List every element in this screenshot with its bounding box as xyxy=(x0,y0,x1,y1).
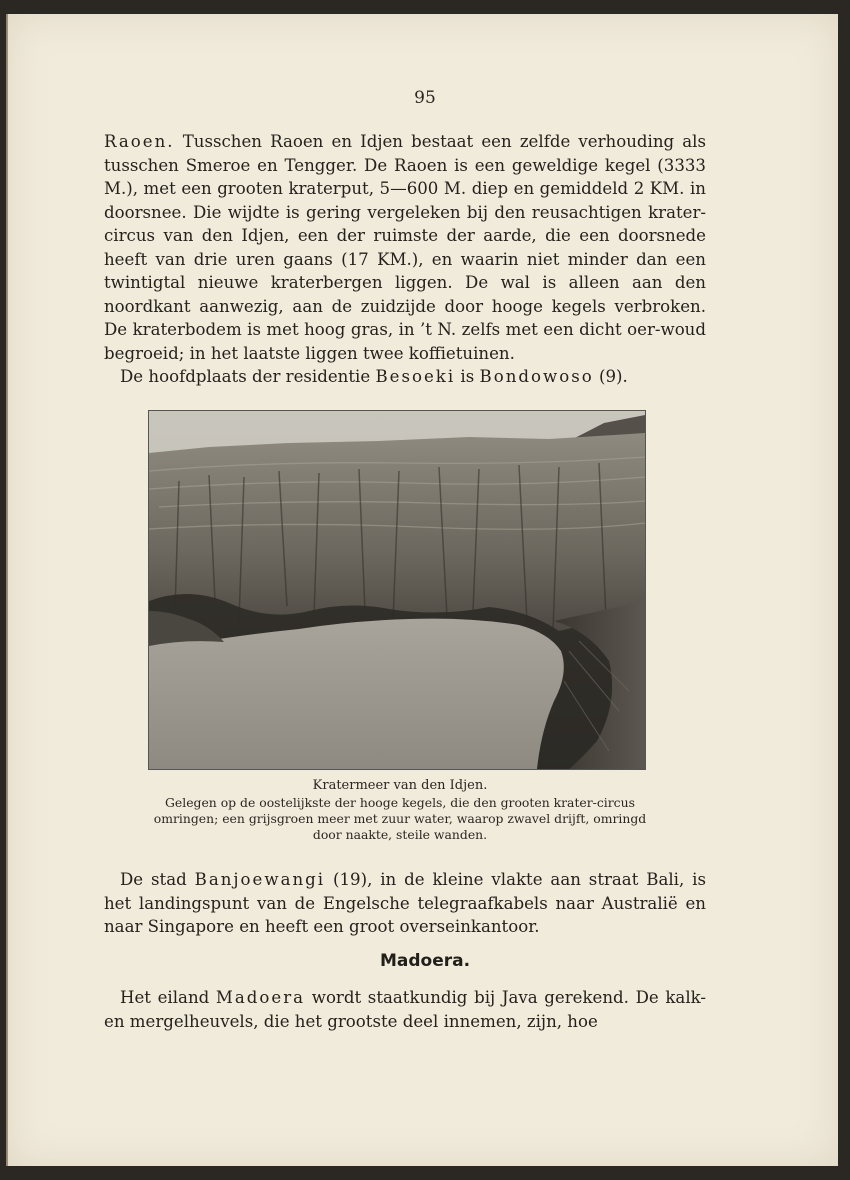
figure-caption-text: Gelegen op de oostelijkste der hooge kegels, die den grooten krater-circus omringen; een grijsgroen meer met zuur water, waarop zwavel drijft, omringd door naakte, steile wanden. xyxy=(153,795,647,842)
hoofdplaats-suffix: (9). xyxy=(593,367,628,386)
crater-lake-illustration xyxy=(149,411,645,769)
raoen-spaced-word: Raoen. xyxy=(104,132,175,151)
place-bondowoso: Bondowoso xyxy=(479,367,594,386)
hoofdplaats-middle: is xyxy=(455,367,480,386)
madoera-prefix: Het eiland xyxy=(120,988,216,1007)
page-number: 95 xyxy=(414,88,436,108)
banjoewangi-prefix: De stad xyxy=(120,870,195,889)
paragraph-hoofdplaats xyxy=(104,365,706,389)
place-madoera: Madoera xyxy=(215,988,306,1007)
crater-lake-photo xyxy=(148,410,646,770)
banjoewangi-text: (19), in de kleine vlakte aan straat Bali, is het landingspunt van de Engelsche telegraafkabels naar Australië en naar Singapore en heeft een groot overseinkantoor. xyxy=(104,870,706,936)
madoera-text: wordt staatkundig bij Java gerekend. De kalk- en mergelheuvels, die het grootste deel innemen, zijn, hoe xyxy=(104,988,707,1031)
paragraph-raoen-idjen xyxy=(104,130,706,389)
paragraph-raoen-text: Tusschen Raoen en Idjen bestaat een zelfde verhouding als tusschen Smeroe en Tengger. De Raoen is een geweldige kegel (3333 M.), met een grooten kraterput, 5—600 M. diep en gemiddeld 2 KM. in doorsnee. Die wijdte is gering vergeleken bij den reusachtigen krater-circus van den Idjen, een der ruimste der aarde, die een doorsnede heeft van drie uren gaans (17 KM.), en waarin niet minder dan een twintigtal nieuwe kraterbergen liggen. De wal is alleen aan den noordkant aanwezig, aan de zuidzijde door hooge kegels verbroken. De kraterbodem is met hoog gras, in ’t N. zelfs met een dicht oer-woud begroeid; in het laatste liggen twee koffietuinen. xyxy=(104,132,706,363)
place-besoeki: Besoeki xyxy=(375,367,456,386)
hoofdplaats-prefix: De hoofdplaats der residentie xyxy=(120,367,376,386)
section-heading-madoera: Madoera. xyxy=(379,951,471,971)
paragraph-banjoewangi xyxy=(104,868,706,939)
paragraph-madoera xyxy=(104,986,706,1033)
figure-caption-title: Kratermeer van den Idjen. xyxy=(312,778,488,793)
place-banjoewangi: Banjoewangi xyxy=(194,870,326,889)
